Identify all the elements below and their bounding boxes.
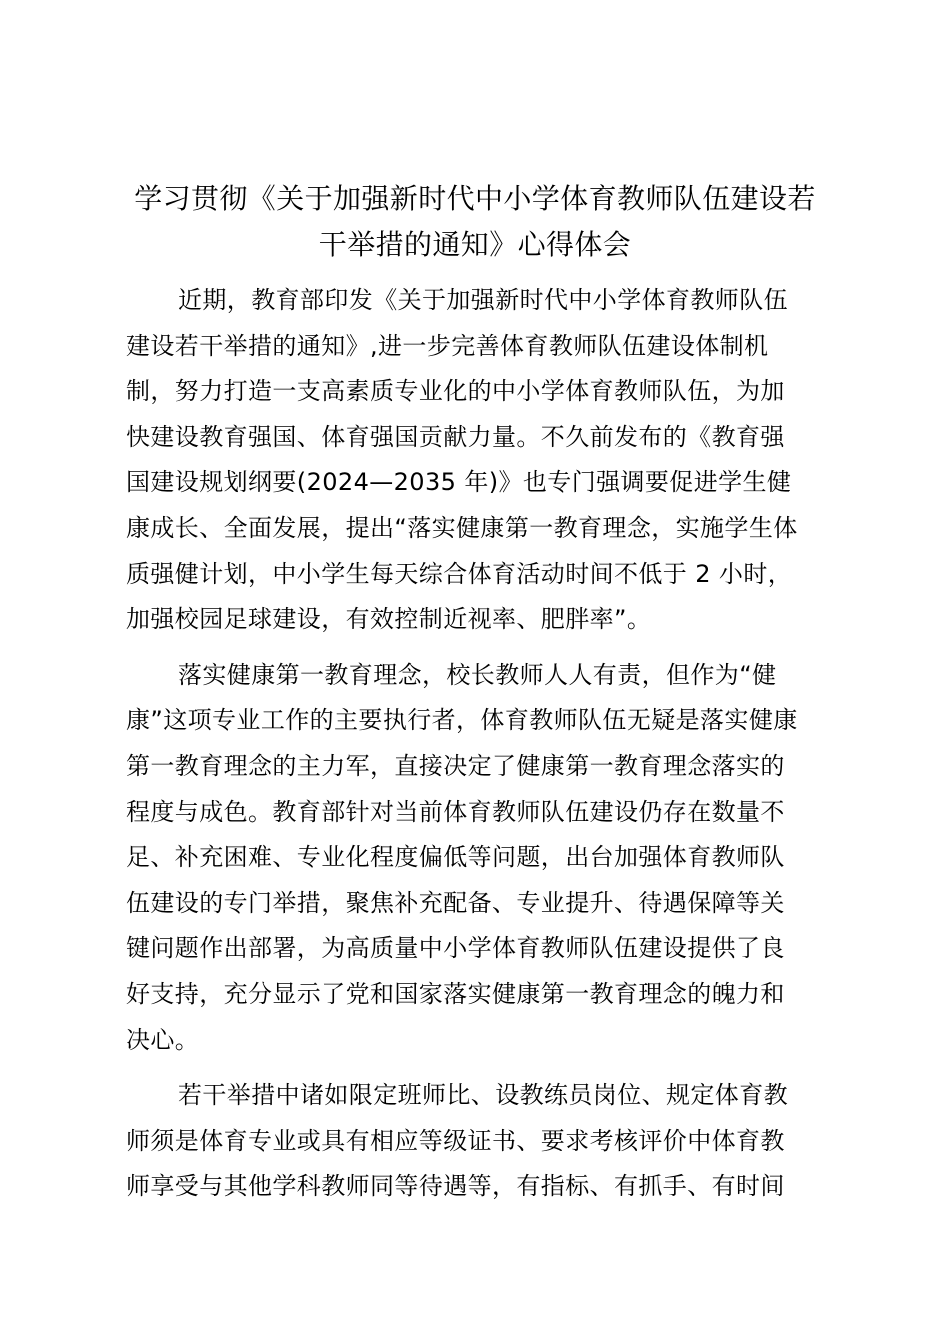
- paragraph-line: 建设若干举措的通知》,进一步完善体育教师队伍建设体制机: [126, 331, 769, 360]
- paragraph: [126, 278, 830, 643]
- paragraph-line: 第一教育理念的主力军，直接决定了健康第一教育理念落实的: [126, 751, 785, 780]
- paragraph-line: 快建设教育强国、体育强国贡献力量。不久前发布的《教育强: [126, 422, 785, 451]
- document-title: [118, 176, 832, 268]
- paragraph: [126, 1073, 830, 1210]
- paragraph-line: 键问题作出部署，为高质量中小学体育教师队伍建设提供了良: [126, 934, 785, 963]
- document-body: [126, 278, 830, 1210]
- paragraph-line: 师享受与其他学科教师同等待遇等，有指标、有抓手、有时间: [126, 1172, 785, 1201]
- paragraph-line: 落实健康第一教育理念，校长教师人人有责，但作为“健: [178, 660, 777, 689]
- paragraph-line: 加强校园足球建设，有效控制近视率、肥胖率”。: [126, 605, 652, 634]
- paragraph-line: 伍建设的专门举措，聚焦补充配备、专业提升、待遇保障等关: [126, 888, 785, 917]
- paragraph-line: 近期，教育部印发《关于加强新时代中小学体育教师队伍: [178, 286, 788, 314]
- paragraph-line: 足、补充困难、专业化程度偏低等问题，出台加强体育教师队: [126, 843, 785, 872]
- paragraph-line: 若干举措中诸如限定班师比、设教练员岗位、规定体育教: [178, 1081, 788, 1110]
- paragraph-line: 程度与成色。教育部针对当前体育教师队伍建设仍存在数量不: [126, 797, 785, 826]
- paragraph-line: 国建设规划纲要(2024—2035 年)》也专门强调要促进学生健: [126, 468, 792, 497]
- paragraph-line: 康成长、全面发展，提出“落实健康第一教育理念，实施学生体: [126, 513, 798, 542]
- paragraph-line: 制，努力打造一支高素质专业化的中小学体育教师队伍，为加: [126, 377, 785, 406]
- paragraph-line: 决心。: [126, 1025, 200, 1054]
- title-line: 学习贯彻《关于加强新时代中小学体育教师队伍建设若: [134, 182, 816, 215]
- paragraph: [126, 653, 830, 1063]
- paragraph-line: 质强健计划，中小学生每天综合体育活动时间不低于 2 小时，: [126, 559, 793, 588]
- paragraph-line: 师须是体育专业或具有相应等级证书、要求考核评价中体育教: [126, 1126, 785, 1155]
- paragraph-line: 康”这项专业工作的主要执行者，体育教师队伍无疑是落实健康: [126, 706, 798, 735]
- title-line: 干举措的通知》心得体会: [318, 228, 632, 261]
- paragraph-line: 好支持，充分显示了党和国家落实健康第一教育理念的魄力和: [126, 979, 785, 1008]
